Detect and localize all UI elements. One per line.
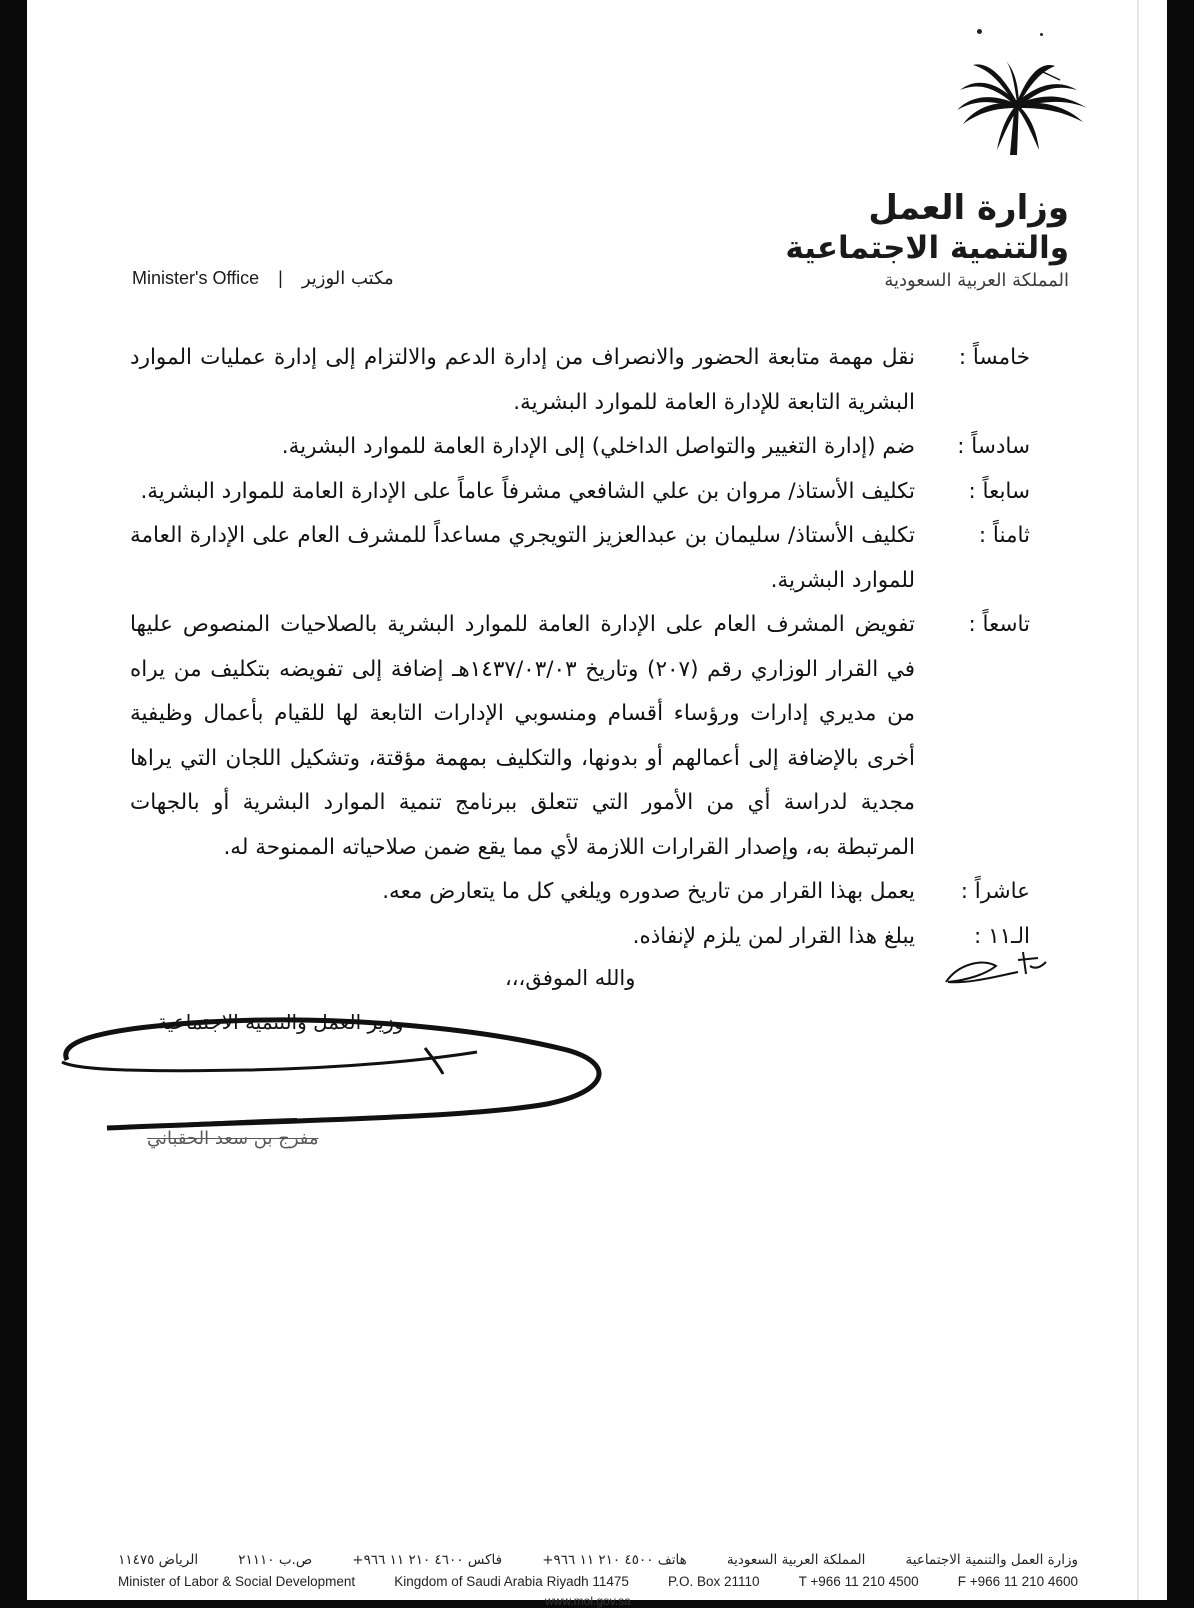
clause-label: تاسعاً : [968,612,1030,637]
clause-text: يعمل بهذا القرار من تاريخ صدوره ويلغي كل ما يتعارض معه. [382,879,915,904]
clause-5 [130,336,1030,425]
clause-text: تفويض المشرف العام على الإدارة العامة للموارد البشرية بالصلاحيات المنصوص عليها في القرار الوزاري رقم (٢٠٧) وتاريخ ١٤٣٧/٠٣/٠٣هـ إضافة إلى تفويضه بتكليف من يراه من مديري إدارات ورؤساء أقسام ومنسوبي الإدارات التابعة لها للقيام بأعمال وظيفية أخرى بالإضافة إلى أعمالهم أو بدونها، والتكليف بمهمة مؤقتة، وتشكيل اللجان التي يراها مجدية لدراسة أي من الأمور التي تتعلق ببرنامج تنمية الموارد البشرية أو بالجهات المرتبطة به، وإصدار القرارات اللازمة لأي مما يقع ضمن صلاحياته الممنوحة له. [130,612,915,860]
clause-6 [130,425,1030,470]
footer-ministry-ar: وزارة العمل والتنمية الاجتماعية [905,1552,1078,1568]
clause-text: تكليف الأستاذ/ مروان بن علي الشافعي مشرفاً عاماً على الإدارة العامة للموارد البشرية. [140,478,915,504]
ministry-name-block [785,188,1069,294]
clause-label: عاشراً : [960,879,1030,904]
footer-fax-ar: فاكس ٤٦٠٠ ٢١٠ ١١ ٩٦٦+ [352,1552,503,1568]
footer-address-en: Kingdom of Saudi Arabia Riyadh 11475 [394,1574,629,1589]
office-en: Minister's Office [132,268,260,288]
clause-8 [130,514,1030,603]
clause-label: سابعاً : [968,478,1030,504]
clause-label: سادساً : [957,434,1030,459]
office-separator: | [278,268,283,288]
footer-fax-en: F +966 11 210 4600 [957,1574,1078,1589]
footer-ministry-en: Minister of Labor & Social Development [118,1574,356,1589]
signatory-name: مفرج بن سعد الحقباني [147,1128,319,1149]
clause-label: الـ١١ : [973,923,1030,949]
clause-10 [130,870,1030,915]
footer-pobox-ar: ص.ب ٢١١١٠ [238,1552,313,1568]
clause-text: يبلغ هذا القرار لمن يلزم لإنفاذه. [632,923,915,949]
clause-text: تكليف الأستاذ/ سليمان بن عبدالعزيز التويجري مساعداً للمشرف العام على الإدارة العامة للموارد البشرية. [130,523,915,593]
ministry-name-line2: والتنمية الاجتماعية [785,230,1069,266]
footer-english [118,1574,1078,1589]
clause-label: خامساً : [958,345,1030,370]
office-line [132,268,394,289]
footer-arabic [118,1552,1078,1568]
decision-clauses [130,336,1030,959]
ministry-country: المملكة العربية السعودية [884,270,1069,291]
closing-salutation: والله الموفق،،، [505,966,636,990]
footer-city-ar: الرياض ١١٤٧٥ [118,1552,199,1568]
footer-website[interactable]: www.mol.gov.sa [545,1594,631,1608]
scan-edge-line [1137,0,1139,1600]
clause-11 [130,915,1030,960]
clause-text: نقل مهمة متابعة الحضور والانصراف من إدارة الدعم والالتزام إلى إدارة عمليات الموارد البشرية التابعة للإدارة العامة للموارد البشرية. [130,345,915,415]
footer-country-ar: المملكة العربية السعودية [726,1552,866,1568]
clause-text: ضم (إدارة التغيير والتواصل الداخلي) إلى الإدارة العامة للموارد البشرية. [281,434,915,459]
footer-phone-en: T +966 11 210 4500 [798,1574,919,1589]
ministry-name-line1: وزارة العمل [868,188,1069,228]
footer-pobox-en: P.O. Box 21110 [667,1574,760,1589]
handwritten-initial-mark [938,944,1053,994]
scan-dot [977,29,982,34]
office-ar: مكتب الوزير [301,268,394,289]
scan-dot [1040,33,1043,36]
signatory-title: وزير العمل والتنمية الاجتماعية [157,1010,404,1034]
clause-9 [130,603,1030,870]
clause-7 [130,470,1030,515]
ministry-palm-logo [955,60,1090,170]
clause-label: ثامناً : [978,523,1030,548]
footer-phone-ar: هاتف ٤٥٠٠ ٢١٠ ١١ ٩٦٦+ [542,1552,687,1568]
